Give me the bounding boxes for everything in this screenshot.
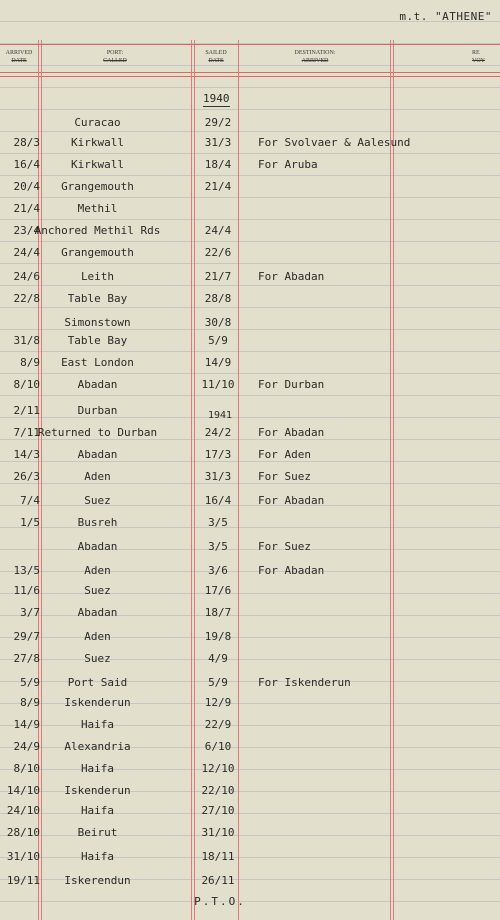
port-name: Abadan xyxy=(77,448,118,461)
port-name: Haifa xyxy=(80,718,115,731)
arrived-date: 2/11 xyxy=(13,404,40,417)
col-destination: DESTINATION: ARRIVED xyxy=(294,50,336,64)
header-top-rule xyxy=(0,44,500,45)
table-row xyxy=(0,540,500,558)
port-name: Suez xyxy=(84,584,111,597)
pto-note: P.T.O. xyxy=(194,895,246,908)
arrived-date: 28/10 xyxy=(6,826,40,839)
sailed-date: 21/4 xyxy=(204,180,232,193)
port-name: Beirut xyxy=(77,826,118,839)
year-1940: 1940 xyxy=(203,92,230,105)
arrived-date: 31/10 xyxy=(6,850,40,863)
table-row xyxy=(0,516,500,534)
sailed-date: 16/4 xyxy=(204,494,232,507)
table-row xyxy=(0,874,500,892)
port-name: Grangemouth xyxy=(61,246,134,259)
port-name: Haifa xyxy=(80,762,115,775)
table-row xyxy=(0,292,500,310)
table-row xyxy=(0,784,500,802)
sailed-date: 17/3 xyxy=(204,448,232,461)
destination: For Abadan xyxy=(258,426,325,439)
col-port: PORT: CALLED xyxy=(103,50,127,64)
table-row xyxy=(0,202,500,220)
table-row xyxy=(0,762,500,780)
table-row xyxy=(0,224,500,242)
destination: For Suez xyxy=(258,470,311,483)
port-name: Abadan xyxy=(77,606,118,619)
port-name: Suez xyxy=(84,652,111,665)
arrived-date: 24/4 xyxy=(13,246,40,259)
sailed-date: 12/10 xyxy=(201,762,235,775)
port-name: Returned to Durban xyxy=(37,426,158,439)
table-row xyxy=(0,740,500,758)
ship-title: m.t. "ATHENE" xyxy=(399,10,492,23)
arrived-date: 24/9 xyxy=(13,740,40,753)
table-row xyxy=(0,676,500,694)
port-name: Grangemouth xyxy=(61,180,134,193)
table-row xyxy=(0,246,500,264)
sailed-date: 18/4 xyxy=(204,158,232,171)
port-name: Busreh xyxy=(77,516,118,529)
destination: For Abadan xyxy=(258,564,325,577)
table-row xyxy=(0,718,500,736)
table-row xyxy=(0,630,500,648)
sailed-date: 24/4 xyxy=(204,224,232,237)
arrived-date: 24/10 xyxy=(6,804,40,817)
sailed-date: 31/3 xyxy=(204,470,232,483)
table-row xyxy=(0,696,500,714)
destination: For Aden xyxy=(258,448,311,461)
sailed-date: 18/7 xyxy=(204,606,232,619)
sailed-date: 11/10 xyxy=(201,378,235,391)
arrived-date: 3/7 xyxy=(20,606,40,619)
table-row xyxy=(0,584,500,602)
arrived-date: 14/9 xyxy=(13,718,40,731)
sailed-date: 5/9 xyxy=(208,676,228,689)
port-name: Port Said xyxy=(67,676,128,689)
port-name: Kirkwall xyxy=(71,136,124,149)
sailed-date: 5/9 xyxy=(208,334,228,347)
arrived-date: 14/3 xyxy=(13,448,40,461)
sailed-date: 31/10 xyxy=(201,826,235,839)
port-name: Anchored Methil Rds xyxy=(34,224,161,237)
destination: For Abadan xyxy=(258,270,325,283)
arrived-date: 13/5 xyxy=(13,564,40,577)
arrived-date: 22/8 xyxy=(13,292,40,305)
year-1941: 1941 xyxy=(208,410,233,421)
arrived-date: 16/4 xyxy=(13,158,40,171)
arrived-date: 14/10 xyxy=(6,784,40,797)
port-name: Leith xyxy=(80,270,115,283)
table-row xyxy=(0,334,500,352)
port-name: Iskenderun xyxy=(64,696,131,709)
table-row xyxy=(0,804,500,822)
arrived-date: 24/6 xyxy=(13,270,40,283)
port-name: Iskenderun xyxy=(64,784,131,797)
port-name: Table Bay xyxy=(67,334,128,347)
table-row xyxy=(0,470,500,488)
destination: For Abadan xyxy=(258,494,325,507)
table-row xyxy=(0,270,500,288)
destination: For Durban xyxy=(258,378,325,391)
arrived-date: 5/9 xyxy=(20,676,40,689)
destination: For Svolvaer & Aalesund xyxy=(258,136,411,149)
sailed-date: 12/9 xyxy=(204,696,232,709)
sailed-date: 14/9 xyxy=(204,356,232,369)
sailed-date: 3/5 xyxy=(208,540,228,553)
col-sailed: SAILED DATE xyxy=(205,50,227,64)
table-row xyxy=(0,316,500,334)
sailed-date: 22/6 xyxy=(204,246,232,259)
destination: For Iskenderun xyxy=(258,676,351,689)
port-name: Abadan xyxy=(77,378,118,391)
arrived-date: 1/5 xyxy=(20,516,40,529)
port-name: Iskerendun xyxy=(64,874,131,887)
port-name: Haifa xyxy=(80,850,115,863)
arrived-date: 29/7 xyxy=(13,630,40,643)
sailed-date: 19/8 xyxy=(204,630,232,643)
header-bottom-rule xyxy=(0,72,500,73)
arrived-date: 31/8 xyxy=(13,334,40,347)
port-name: Aden xyxy=(84,564,111,577)
sailed-date: 22/9 xyxy=(204,718,232,731)
destination: For Aruba xyxy=(258,158,318,171)
sailed-date: 24/2 xyxy=(204,426,232,439)
table-row xyxy=(0,378,500,396)
port-name: Alexandria xyxy=(64,740,131,753)
sailed-date: 30/8 xyxy=(204,316,232,329)
sailed-date: 4/9 xyxy=(208,652,228,665)
sailed-date: 17/6 xyxy=(204,584,232,597)
arrived-date: 11/6 xyxy=(13,584,40,597)
port-name: Simonstown xyxy=(64,316,131,329)
table-row xyxy=(0,426,500,444)
sailed-date: 29/2 xyxy=(204,116,232,129)
port-name: Kirkwall xyxy=(71,158,124,171)
sailed-date: 6/10 xyxy=(204,740,232,753)
table-row xyxy=(0,136,500,154)
arrived-date: 26/3 xyxy=(13,470,40,483)
port-name: Aden xyxy=(84,630,111,643)
header-bottom-rule-2 xyxy=(0,76,500,77)
sailed-date: 26/11 xyxy=(201,874,235,887)
port-name: Curacao xyxy=(74,116,121,129)
table-row xyxy=(0,180,500,198)
col-arrived: ARRIVED DATE xyxy=(5,50,33,64)
port-name: Abadan xyxy=(77,540,118,553)
port-name: Aden xyxy=(84,470,111,483)
port-name: Haifa xyxy=(80,804,115,817)
table-row xyxy=(0,404,500,422)
arrived-date: 21/4 xyxy=(13,202,40,215)
arrived-date: 20/4 xyxy=(13,180,40,193)
sailed-date: 3/5 xyxy=(208,516,228,529)
arrived-date: 8/10 xyxy=(13,378,40,391)
port-name: East London xyxy=(61,356,134,369)
port-name: Methil xyxy=(77,202,118,215)
table-row xyxy=(0,448,500,466)
arrived-date: 27/8 xyxy=(13,652,40,665)
table-row xyxy=(0,158,500,176)
sailed-date: 22/10 xyxy=(201,784,235,797)
arrived-date: 23/4 xyxy=(13,224,40,237)
port-name: Table Bay xyxy=(67,292,128,305)
arrived-date: 8/10 xyxy=(13,762,40,775)
sailed-date: 31/3 xyxy=(204,136,232,149)
arrived-date: 8/9 xyxy=(20,696,40,709)
sailed-date: 28/8 xyxy=(204,292,232,305)
sailed-date: 18/11 xyxy=(201,850,235,863)
arrived-date: 28/3 xyxy=(13,136,40,149)
arrived-date: 7/11 xyxy=(13,426,40,439)
table-row xyxy=(0,652,500,670)
port-name: Suez xyxy=(84,494,111,507)
table-row xyxy=(0,116,500,134)
arrived-date: 19/11 xyxy=(6,874,40,887)
table-row xyxy=(0,494,500,512)
table-row xyxy=(0,606,500,624)
table-row xyxy=(0,356,500,374)
sailed-date: 27/10 xyxy=(201,804,235,817)
arrived-date: 8/9 xyxy=(20,356,40,369)
port-name: Durban xyxy=(77,404,118,417)
table-row xyxy=(0,850,500,868)
table-row xyxy=(0,564,500,582)
col-remarks: RE VOY xyxy=(472,50,485,64)
arrived-date: 7/4 xyxy=(20,494,40,507)
table-row xyxy=(0,826,500,844)
sailed-date: 21/7 xyxy=(204,270,232,283)
sailed-date: 3/6 xyxy=(208,564,228,577)
destination: For Suez xyxy=(258,540,311,553)
